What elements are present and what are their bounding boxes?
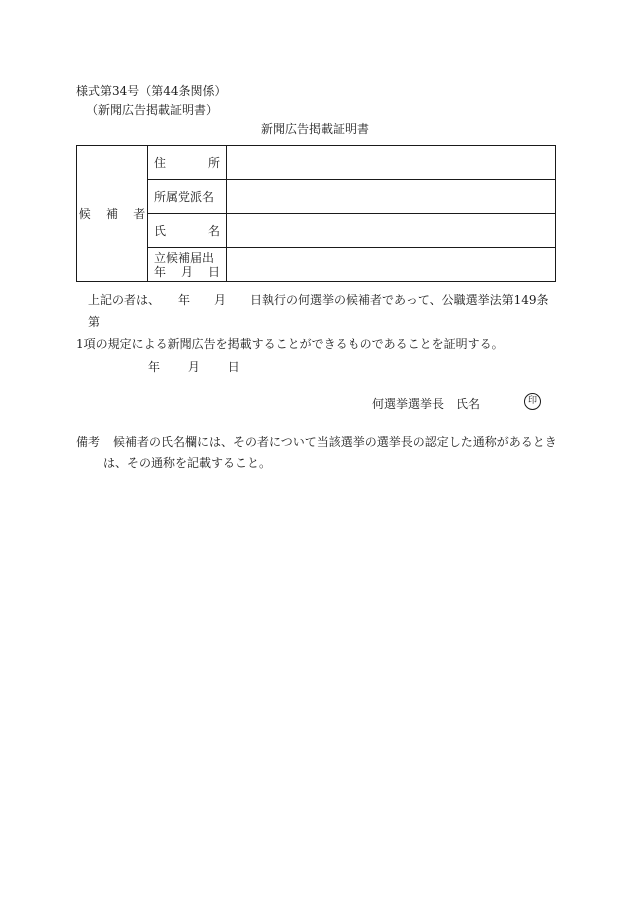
candidate-info-table xyxy=(76,145,556,282)
filing-label-line1: 立候補届出 xyxy=(154,250,215,265)
filing-label-year: 年 xyxy=(154,264,167,279)
notes-line-1: 候補者の氏名欄には、その者について当該選挙の選挙長の認定した通称があるとき xyxy=(113,435,557,449)
form-subtitle: （新聞広告掲載証明書） xyxy=(86,103,219,117)
filing-label-month: 月 xyxy=(180,264,193,279)
notes-line-2: は、その通称を記載すること。 xyxy=(103,456,272,470)
filing-date-label-cell xyxy=(148,248,227,282)
issue-date-month: 月 xyxy=(187,360,200,374)
name-label-char-1: 氏 xyxy=(154,224,167,238)
issue-date xyxy=(148,358,264,375)
party-label: 所属党派名 xyxy=(154,190,215,204)
address-label-cell xyxy=(148,146,227,180)
party-value-cell[interactable] xyxy=(227,180,556,214)
address-label-char-1: 住 xyxy=(154,156,167,170)
form-number: 様式第34号（第44条関係） xyxy=(76,84,227,98)
issue-date-year: 年 xyxy=(148,360,161,374)
party-label-cell xyxy=(148,180,227,214)
candidate-label-char-3: 者 xyxy=(133,207,146,221)
candidate-label-char-2: 補 xyxy=(105,207,118,221)
address-value-cell[interactable] xyxy=(227,146,556,180)
certification-line-2: 1項の規定による新聞広告を掲載することができるものであることを証明する。 xyxy=(76,337,504,351)
candidate-label-char-1: 候 xyxy=(78,207,91,221)
official-signature-label: 何選挙選挙長 氏名 xyxy=(372,397,481,411)
seal-icon: 印 xyxy=(524,393,541,410)
address-label-char-2: 所 xyxy=(207,156,220,170)
name-value-cell[interactable] xyxy=(227,214,556,248)
filing-label-day: 日 xyxy=(207,264,220,279)
document-title: 新聞広告掲載証明書 xyxy=(260,122,369,136)
issue-date-day: 日 xyxy=(227,360,240,374)
name-label-cell xyxy=(148,214,227,248)
filing-date-value-cell[interactable] xyxy=(227,248,556,282)
name-label-char-2: 名 xyxy=(207,224,220,238)
certification-line-1: 上記の者は、 年 月 日執行の何選挙の候補者であって、公職選挙法第149条第 xyxy=(88,293,549,329)
notes-label: 備考 xyxy=(76,435,101,449)
candidate-label-cell xyxy=(77,146,148,282)
certification-paragraph xyxy=(76,289,560,355)
